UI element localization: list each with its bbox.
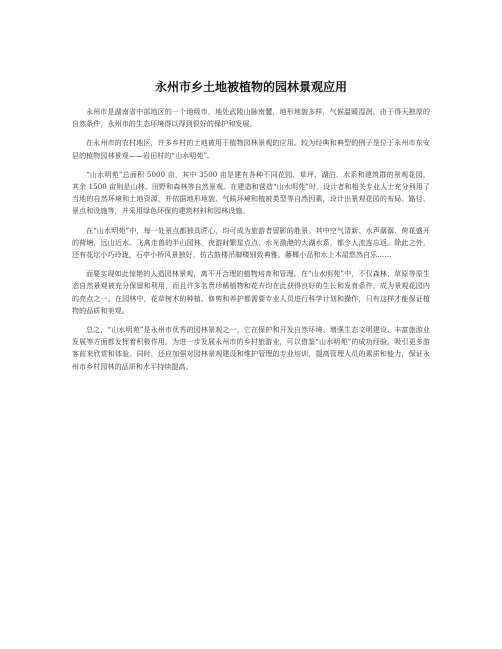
document-title: 永州市乡土地被植物的园林景观应用 bbox=[154, 80, 347, 94]
document-body bbox=[72, 106, 430, 380]
paragraph: 在“山水明苑”中，每一处景点都独具匠心，均可成为旅游者留影的胜景。其中空气清新、水声潺潺、荷花盛开的荷塘，远山近水、飞禽走兽的半山园林，夜游时繁星点点、水光潋滟的大湖水系，都令人流连忘返。除此之外，还有花坛小巧玲珑，石亭小桥风景独好，仿古鼓楼吊脚楼别致典雅，藤椰小品和水上木屋悠然自乐…… bbox=[72, 226, 430, 260]
paragraph: “山水明苑”总面积 5000 亩，其中 3500 亩是建有各种不同花园、草坪、湖泊、水系和建筑群的景观花园，其余 1500 亩则是山林、田野和森林等自然景观。在建造和营造“山水明苑”时，设计者和相关专业人士充分利用了当地的自然环境和土地资源，并依据地形地貌、气候环境和植被类型等自然因素，设计出景观花园的布局、路径、景点和设施等，并采用绿色环保的建筑材料和园林设施。 bbox=[72, 170, 430, 216]
paragraph: 在永州市的农村地区，许多乡村的土地被用于植物园林景观的应用。较为经典和典型的例子是位于永州市东安县的植物园林景观——岩田村的“山水明苑”。 bbox=[72, 139, 430, 160]
paragraph: 而要实现如此惊艳的人造园林景观，离不开合理的植物培育和管理。在“山水明苑”中，不仅森林、草原等原生态自然景观被充分保留和利用，而且许多名贵珍稀植物和花卉均在此获得良好的生长和发育条件，成为景观花园内的亮点之一。在园林中，花草树木的种植、修剪和养护都需要专业人员进行科学计划和操作，只有这样才能保证植物的品质和美观。 bbox=[72, 270, 430, 315]
paragraph: 永州市是湖南省中部地区的一个地级市，地处武陵山脉南麓，地形地貌多样，气候温暖湿润。由于得天独厚的自然条件，永州市的生态环境得以得到很好的保护和发展。 bbox=[72, 108, 430, 129]
paragraph: 总之，“山水明苑”是永州市优秀的园林景观之一，它在保护和开发自然环境、增强生态文明建设、丰富旅游业发展等方面都发挥着积极作用。为进一步发展永州市的乡村旅游业，可以借鉴“山水明苑”的成功经验，吸引更多游客前来欣赏和体验。同时，还应加强对园林景观建设和维护管理的专业培训，提高管理人员的素质和能力，保证永州市乡村园林的品质和水平持续提高。 bbox=[72, 326, 430, 371]
